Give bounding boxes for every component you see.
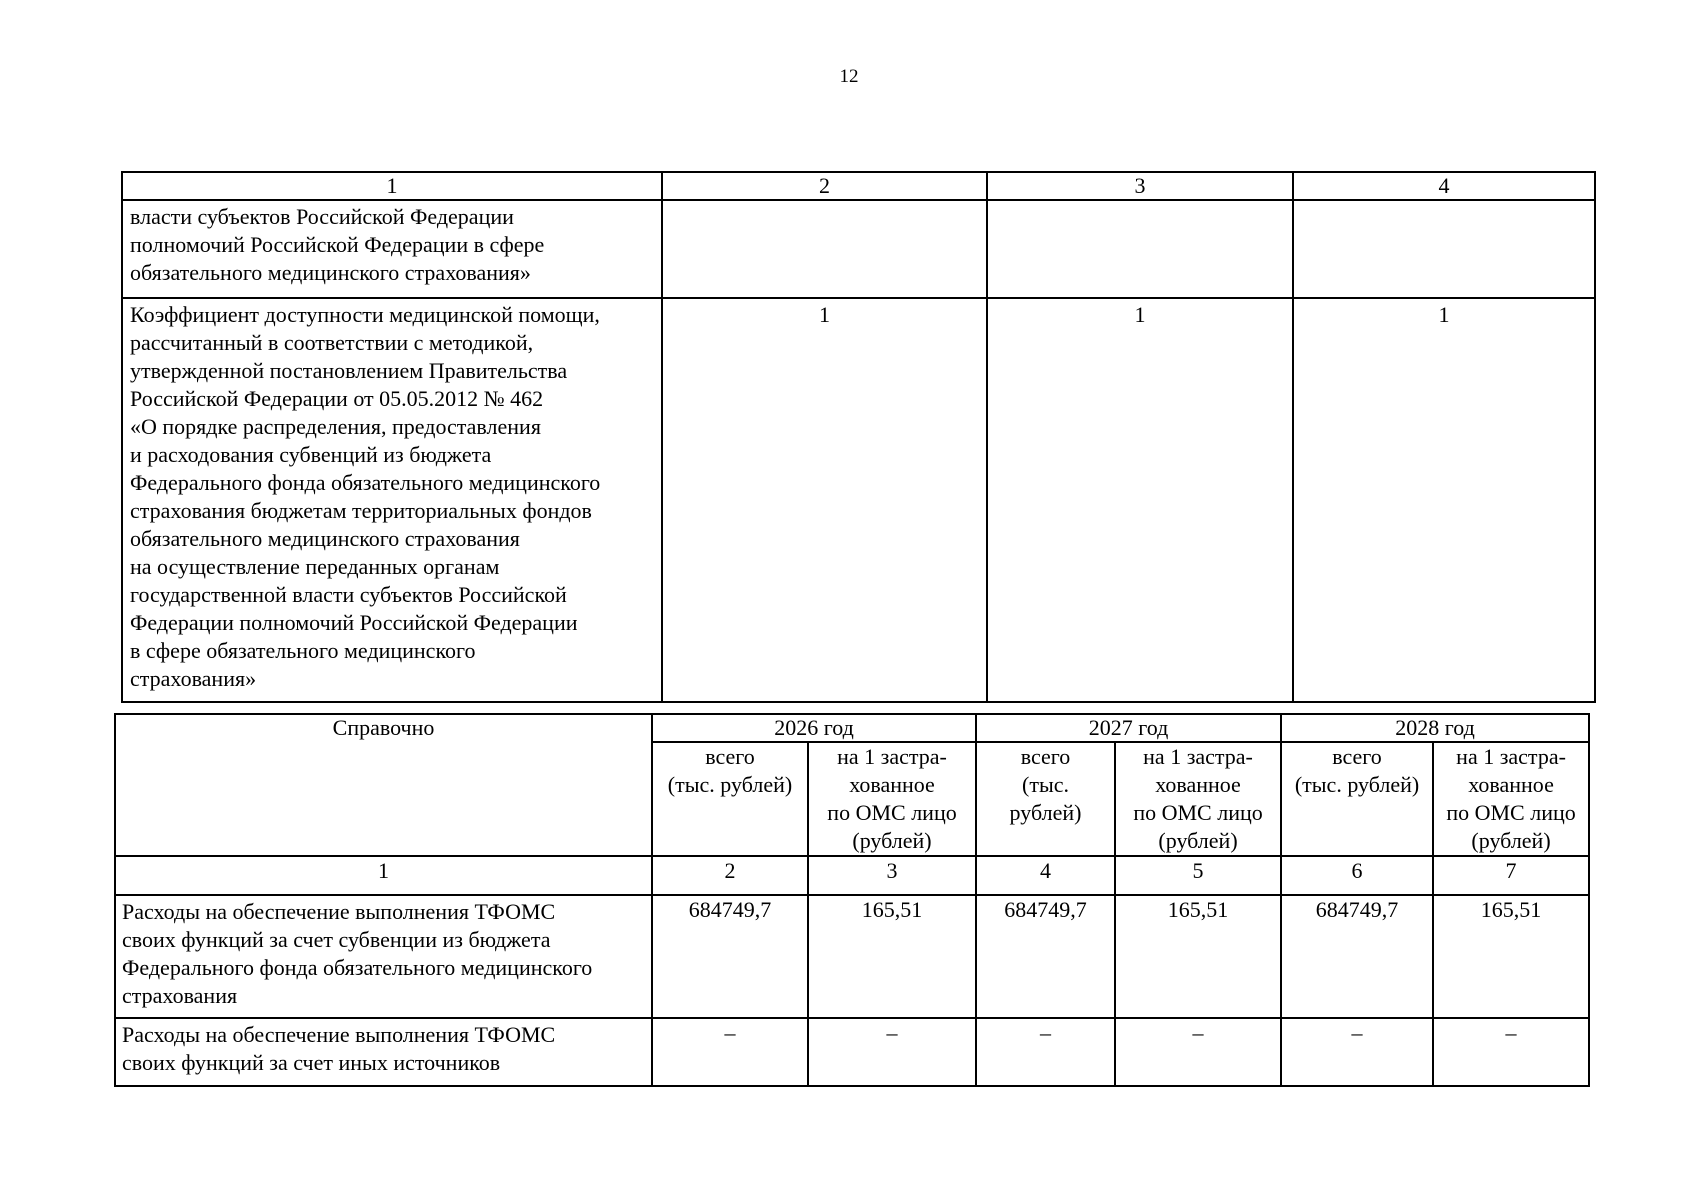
text-line: утвержденной постановлением Правительства [130, 358, 568, 383]
value-cell: – [1281, 1018, 1433, 1086]
text-line: Федерального фонда обязательного медицинского [130, 470, 601, 495]
text-line: Расходы на обеспечение выполнения ТФОМС [122, 899, 556, 924]
text-line: страхования бюджетам территориальных фондов [130, 498, 592, 523]
text-line: хованное [849, 772, 935, 797]
column-number-4: 4 [1293, 172, 1595, 200]
column-number-3: 3 [808, 856, 976, 895]
value-cell: 684749,7 [652, 895, 808, 1018]
column-number-1: 1 [115, 856, 652, 895]
text-line: всего [1020, 744, 1071, 769]
value-cell: 684749,7 [1281, 895, 1433, 1018]
indicators-table [121, 171, 1596, 703]
year-header-2027: 2027 год [976, 714, 1281, 742]
text-line: рублей) [1009, 800, 1082, 825]
text-line: (рублей) [1158, 828, 1238, 853]
table-row [122, 200, 1595, 298]
column-number-4: 4 [976, 856, 1115, 895]
text-line: Расходы на обеспечение выполнения ТФОМС [122, 1022, 556, 1047]
text-line: по ОМС лицо [1446, 800, 1576, 825]
text-line: (тыс. [1022, 772, 1070, 797]
text-line: страхования» [130, 666, 257, 691]
column-number-3: 3 [987, 172, 1293, 200]
text-line: Федерального фонда обязательного медицинского [122, 955, 593, 980]
column-number-7: 7 [1433, 856, 1589, 895]
column-number-1: 1 [122, 172, 662, 200]
subheader-total-2028 [1281, 742, 1433, 856]
text-line: своих функций за счет иных источников [122, 1050, 501, 1075]
text-line: Российской Федерации от 05.05.2012 № 462 [130, 386, 544, 411]
text-line: в сфере обязательного медицинского [130, 638, 476, 663]
text-line: страхования [122, 983, 238, 1008]
text-line: Федерации полномочий Российской Федерации [130, 610, 578, 635]
value-cell: – [652, 1018, 808, 1086]
text-line: (рублей) [1471, 828, 1551, 853]
table-row [122, 298, 1595, 702]
expense-label [115, 895, 652, 1018]
text-line: и расходования субвенций из бюджета [130, 442, 492, 467]
value-cell: 165,51 [808, 895, 976, 1018]
value-cell: 165,51 [1433, 895, 1589, 1018]
year-header-2026: 2026 год [652, 714, 976, 742]
value-cell: – [976, 1018, 1115, 1086]
table-row [115, 1018, 1589, 1086]
reference-label: Справочно [115, 714, 652, 856]
value-cell: – [1115, 1018, 1281, 1086]
value-cell: 165,51 [1115, 895, 1281, 1018]
value-cell [662, 200, 987, 298]
subheader-total-2026 [652, 742, 808, 856]
indicator-label [122, 200, 662, 298]
text-line: на осуществление переданных органам [130, 554, 500, 579]
column-number-6: 6 [1281, 856, 1433, 895]
text-line: на 1 застра- [1456, 744, 1566, 769]
year-header-row [115, 714, 1589, 742]
text-line: (тыс. рублей) [1294, 772, 1420, 797]
subheader-total-2027 [976, 742, 1115, 856]
indicator-label [122, 298, 662, 702]
page-number: 12 [839, 66, 859, 87]
text-line: хованное [1155, 772, 1241, 797]
value-cell [1293, 200, 1595, 298]
value-cell: 684749,7 [976, 895, 1115, 1018]
column-number-2: 2 [662, 172, 987, 200]
column-number-row [115, 856, 1589, 895]
text-line: обязательного медицинского страхования [130, 526, 520, 551]
table-header-row [122, 172, 1595, 200]
value-cell: 1 [987, 298, 1293, 702]
value-cell [987, 200, 1293, 298]
text-line: (рублей) [852, 828, 932, 853]
text-line: всего [705, 744, 755, 769]
expense-label [115, 1018, 652, 1086]
text-line: по ОМС лицо [1133, 800, 1263, 825]
value-cell: – [1433, 1018, 1589, 1086]
value-cell: – [808, 1018, 976, 1086]
value-cell: 1 [662, 298, 987, 702]
text-line: своих функций за счет субвенции из бюджета [122, 927, 551, 952]
column-number-5: 5 [1115, 856, 1281, 895]
subheader-per-insured-2028 [1433, 742, 1589, 856]
text-line: на 1 застра- [837, 744, 947, 769]
reference-expenses-table [114, 713, 1590, 1087]
text-line: обязательного медицинского страхования» [130, 260, 531, 285]
column-number-2: 2 [652, 856, 808, 895]
subheader-per-insured-2026 [808, 742, 976, 856]
table-row [115, 895, 1589, 1018]
text-line: всего [1332, 744, 1382, 769]
subheader-per-insured-2027 [1115, 742, 1281, 856]
text-line: по ОМС лицо [827, 800, 957, 825]
text-line: «О порядке распределения, предоставления [130, 414, 541, 439]
text-line: (тыс. рублей) [667, 772, 793, 797]
value-cell: 1 [1293, 298, 1595, 702]
text-line: власти субъектов Российской Федерации [130, 204, 514, 229]
text-line: хованное [1468, 772, 1554, 797]
text-line: на 1 застра- [1143, 744, 1253, 769]
year-header-2028: 2028 год [1281, 714, 1589, 742]
text-line: государственной власти субъектов Российской [130, 582, 567, 607]
text-line: Коэффициент доступности медицинской помощи, [130, 302, 600, 327]
text-line: полномочий Российской Федерации в сфере [130, 232, 545, 257]
text-line: рассчитанный в соответствии с методикой, [130, 330, 534, 355]
